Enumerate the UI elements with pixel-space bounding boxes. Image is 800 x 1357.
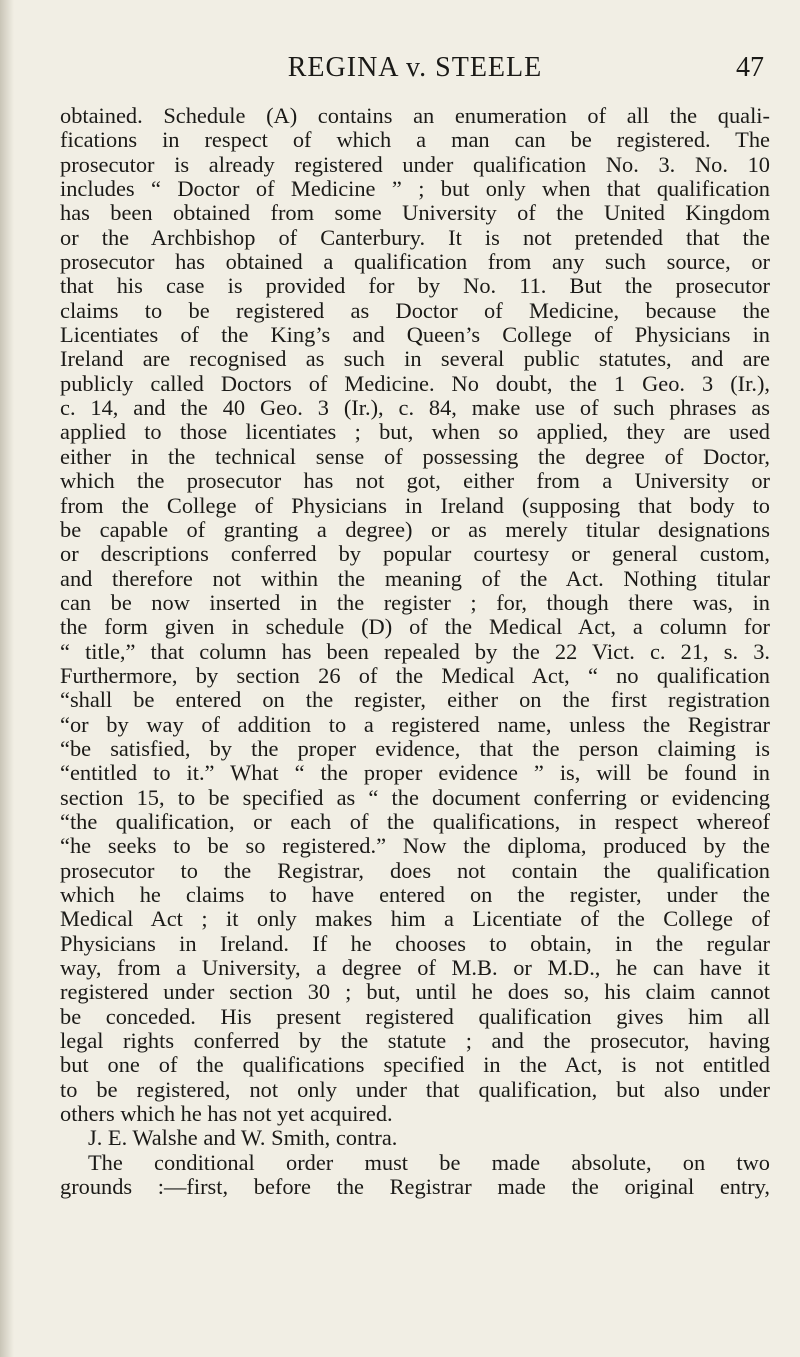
text-line: “or by way of addition to a registered name, unless the Registrar xyxy=(60,711,770,737)
text-line: obtained. Schedule (A) contains an enumeration of all the quali- xyxy=(60,103,770,128)
text-line: “entitled to it.” What “ the proper evidence ” is, will be found in xyxy=(60,760,770,786)
counsel-line: J. E. Walshe and W. Smith, contra. xyxy=(88,1125,398,1151)
text-line: “ title,” that column has been repealed by the 22 Vict. c. 21, s. 3. xyxy=(60,638,770,664)
text-line: Licentiates of the King’s and Queen’s College of Physicians in xyxy=(60,322,770,348)
text-line: from the College of Physicians in Ireland (supposing that body to xyxy=(60,492,770,518)
text-line: “the qualification, or each of the qualifications, in respect whereof xyxy=(60,808,770,834)
running-title: REGINA v. STEELE xyxy=(287,52,543,83)
text-line: but one of the qualifications specified in the Act, is not entitled xyxy=(60,1052,770,1078)
text-line: Medical Act ; it only makes him a Licentiate of the College of xyxy=(60,906,770,932)
text-line: others which he has not yet acquired. xyxy=(60,1101,393,1127)
text-line: applied to those licentiates ; but, when so applied, they are used xyxy=(60,419,770,445)
text-line: prosecutor has obtained a qualification from any such source, or xyxy=(60,249,770,275)
text-line: fications in respect of which a man can be registered. The xyxy=(60,127,770,153)
text-line: legal rights conferred by the statute ; and the prosecutor, having xyxy=(60,1028,770,1054)
text-line: “be satisfied, by the proper evidence, that the person claiming is xyxy=(60,735,770,761)
text-line: section 15, to be specified as “ the document conferring or evidencing xyxy=(60,784,770,810)
text-line: “he seeks to be so registered.” Now the diploma, produced by the xyxy=(60,833,770,859)
text-line: Furthermore, by section 26 of the Medical Act, “ no qualification xyxy=(60,662,770,688)
text-line: has been obtained from some University of the United Kingdom xyxy=(60,200,770,226)
text-line: way, from a University, a degree of M.B. or M.D., he can have it xyxy=(60,955,770,981)
text-line: which he claims to have entered on the register, under the xyxy=(60,882,770,907)
text-line: or descriptions conferred by popular courtesy or general custom, xyxy=(60,541,770,567)
body-text xyxy=(60,104,770,1199)
text-line: includes “ Doctor of Medicine ” ; but only when that qualification xyxy=(60,176,770,202)
text-line: grounds :—first, before the Registrar made the original entry, xyxy=(60,1174,770,1200)
text-line: can be now inserted in the register ; for, though there was, in xyxy=(60,589,770,615)
text-line: and therefore not within the meaning of the Act. Nothing titular xyxy=(60,565,770,591)
text-line: be capable of granting a degree) or as merely titular designations xyxy=(60,516,770,542)
text-line: claims to be registered as Doctor of Medicine, because the xyxy=(60,297,770,323)
page-header xyxy=(60,52,770,92)
text-line: or the Archbishop of Canterbury. It is not pretended that the xyxy=(60,224,770,250)
text-line: prosecutor is already registered under qualification No. 3. No. 10 xyxy=(60,151,770,177)
text-line: be conceded. His present registered qualification gives him all xyxy=(60,1003,770,1029)
text-line: publicly called Doctors of Medicine. No doubt, the 1 Geo. 3 (Ir.), xyxy=(60,370,770,396)
text-line: Physicians in Ireland. If he chooses to obtain, in the regular xyxy=(60,930,770,956)
text-line: The conditional order must be made absolute, on two xyxy=(88,1149,770,1175)
text-line: either in the technical sense of possessing the degree of Doctor, xyxy=(60,443,770,469)
text-line: prosecutor to the Registrar, does not contain the qualification xyxy=(60,857,770,883)
text-line: that his case is provided for by No. 11. But the prosecutor xyxy=(60,273,770,299)
text-line: “shall be entered on the register, either on the first registration xyxy=(60,687,770,713)
text-line: Ireland are recognised as such in several public statutes, and are xyxy=(60,346,770,372)
text-line: c. 14, and the 40 Geo. 3 (Ir.), c. 84, make use of such phrases as xyxy=(60,395,770,421)
page-edge-shadow xyxy=(0,0,14,1357)
text-line: to be registered, not only under that qualification, but also under xyxy=(60,1076,770,1102)
page-number: 47 xyxy=(736,52,764,83)
text-line: the form given in schedule (D) of the Medical Act, a column for xyxy=(60,614,770,640)
text-line: which the prosecutor has not got, either from a University or xyxy=(60,468,770,494)
text-line: registered under section 30 ; but, until he does so, his claim cannot xyxy=(60,979,770,1005)
